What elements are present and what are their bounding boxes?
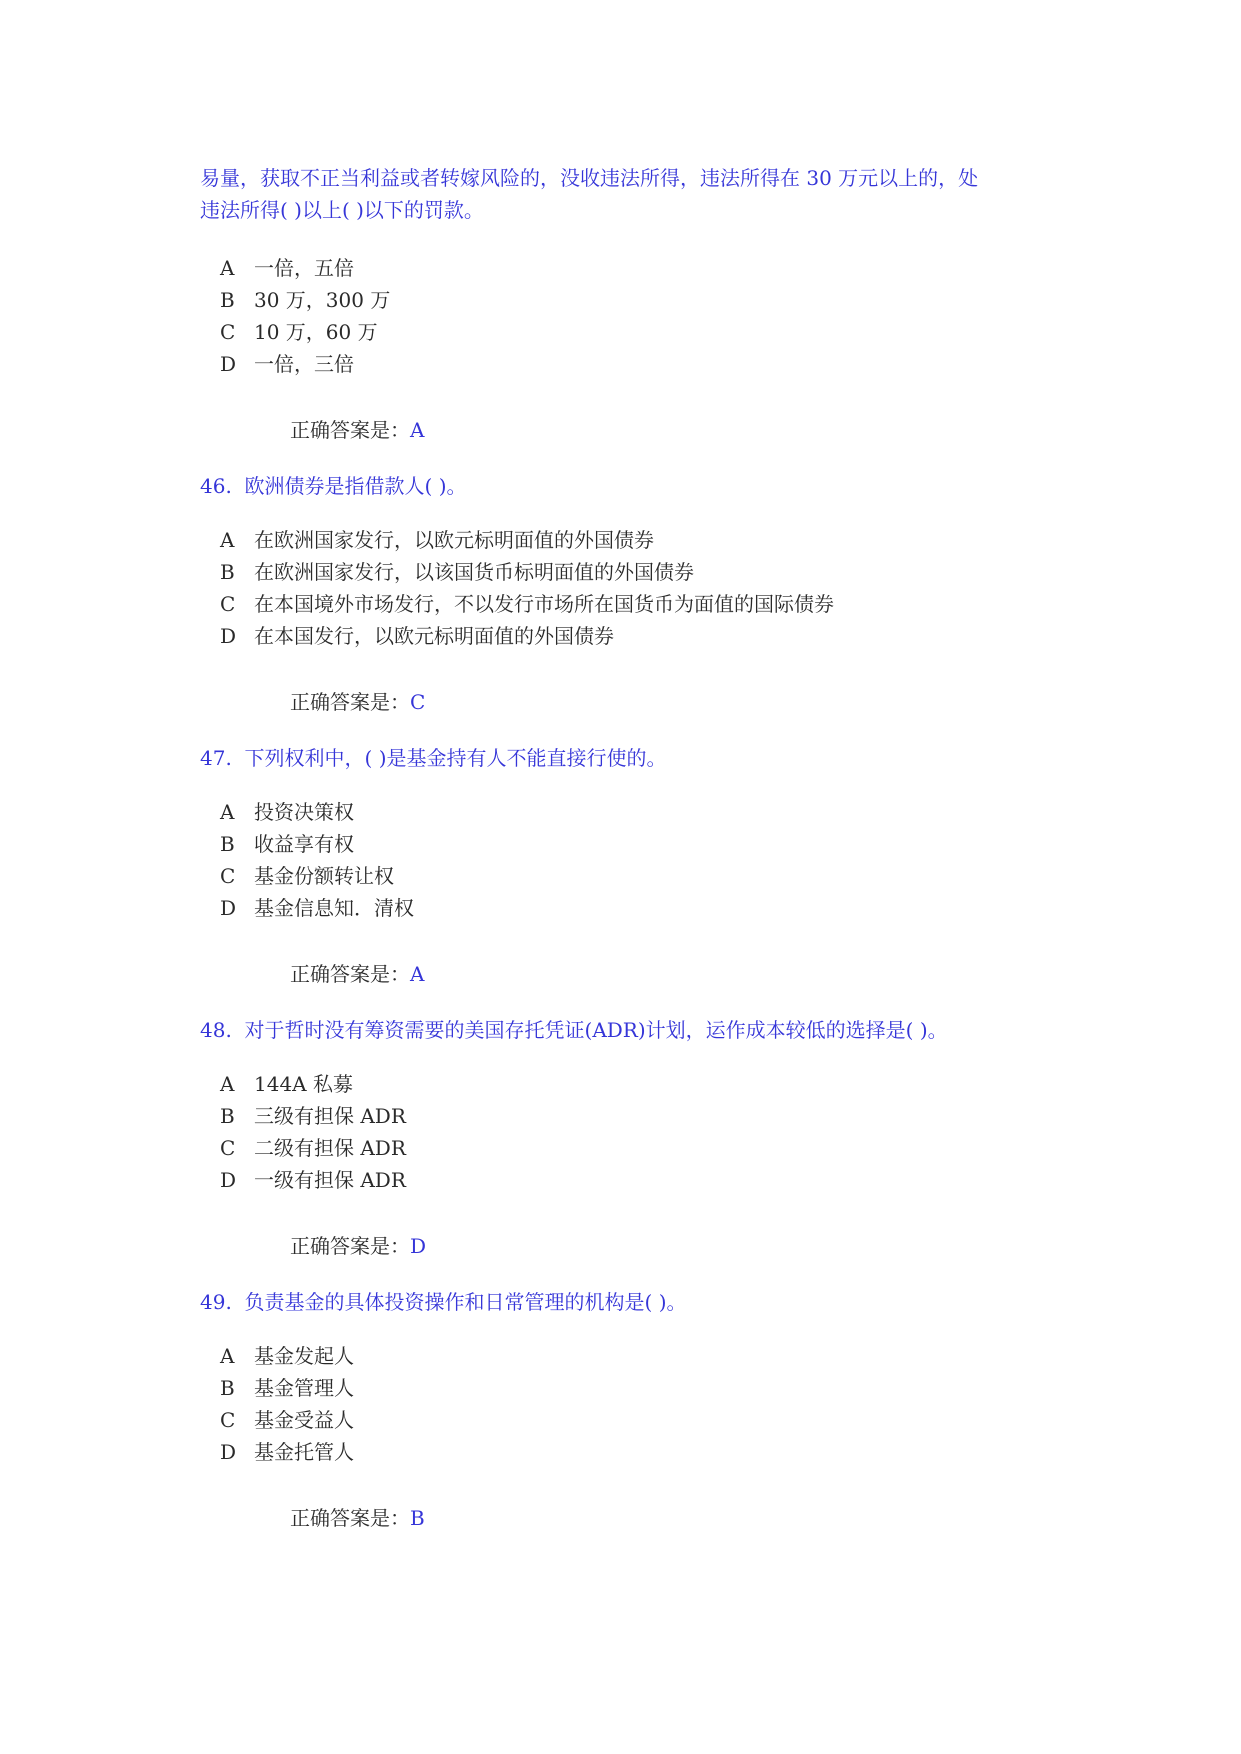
answer-value: B (410, 1506, 425, 1530)
option-letter: D (220, 1440, 237, 1464)
answer-label: 正确答案是： (290, 1506, 410, 1530)
question-48-option-b (220, 1100, 406, 1129)
question-47-option-a (220, 796, 354, 825)
question-47-stem (200, 742, 1100, 771)
option-text: 在欧洲国家发行，以欧元标明面值的外国债券 (254, 528, 654, 552)
option-letter: C (220, 320, 236, 344)
option-letter: D (220, 624, 237, 648)
question-48-option-d (220, 1164, 406, 1193)
question-49-option-b (220, 1372, 354, 1401)
option-letter: A (220, 1344, 235, 1368)
question-46-option-d (220, 620, 614, 649)
question-46-stem (200, 470, 1100, 499)
option-letter: D (220, 1168, 237, 1192)
option-letter: C (220, 1136, 236, 1160)
option-text: 一倍，五倍 (254, 256, 354, 280)
answer-label: 正确答案是： (290, 690, 410, 714)
option-letter: B (220, 832, 235, 856)
option-text: 一级有担保 ADR (254, 1168, 406, 1192)
question-49-answer (290, 1502, 425, 1531)
option-letter: B (220, 1376, 235, 1400)
option-text: 30 万，300 万 (254, 288, 391, 312)
question-45-stem-line-2: 违法所得( )以上( )以下的罚款。 (200, 198, 484, 222)
question-number: 48. (200, 1018, 232, 1042)
option-text: 在本国发行，以欧元标明面值的外国债券 (254, 624, 614, 648)
question-49-option-a (220, 1340, 354, 1369)
question-46-answer (290, 686, 425, 715)
option-text: 基金份额转让权 (254, 864, 394, 888)
question-47-option-b (220, 828, 354, 857)
option-text: 二级有担保 ADR (254, 1136, 406, 1160)
option-text: 基金发起人 (254, 1344, 354, 1368)
option-letter: C (220, 1408, 236, 1432)
question-47-option-d (220, 892, 414, 921)
question-text: 对于哲时没有筹资需要的美国存托凭证(ADR)计划，运作成本较低的选择是( )。 (244, 1018, 948, 1042)
question-45-option-b (220, 284, 390, 313)
question-48-option-c (220, 1132, 406, 1161)
option-letter: C (220, 864, 236, 888)
option-text: 10 万，60 万 (254, 320, 378, 344)
question-text: 下列权利中，( )是基金持有人不能直接行使的。 (244, 746, 667, 770)
question-45-stem-line-1: 易量，获取不正当利益或者转嫁风险的，没收违法所得，违法所得在 30 万元以上的，处 (200, 166, 979, 190)
question-45-answer (290, 414, 424, 443)
question-47-answer (290, 958, 424, 987)
option-letter: A (220, 256, 235, 280)
question-48-option-a (220, 1068, 353, 1097)
option-text: 基金托管人 (254, 1440, 354, 1464)
question-number: 49. (200, 1290, 232, 1314)
option-text: 144A 私募 (254, 1072, 353, 1096)
question-45-option-d (220, 348, 354, 377)
option-letter: A (220, 1072, 235, 1096)
option-letter: D (220, 352, 237, 376)
option-letter: B (220, 560, 235, 584)
question-49-stem (200, 1286, 1100, 1315)
question-text: 负责基金的具体投资操作和日常管理的机构是( )。 (244, 1290, 687, 1314)
question-45-stem (200, 162, 1060, 226)
option-text: 投资决策权 (254, 800, 354, 824)
option-letter: A (220, 800, 235, 824)
question-46-option-a (220, 524, 654, 553)
question-48-answer (290, 1230, 426, 1259)
option-text: 一倍，三倍 (254, 352, 354, 376)
option-letter: A (220, 528, 235, 552)
question-46-option-c (220, 588, 834, 617)
question-text: 欧洲债券是指借款人( )。 (244, 474, 467, 498)
question-46-option-b (220, 556, 694, 585)
option-text: 基金信息知．清权 (254, 896, 414, 920)
answer-value: C (410, 690, 426, 714)
question-49-option-c (220, 1404, 354, 1433)
answer-label: 正确答案是： (290, 962, 410, 986)
question-number: 46. (200, 474, 232, 498)
option-text: 收益享有权 (254, 832, 354, 856)
option-letter: B (220, 1104, 235, 1128)
answer-value: A (410, 962, 425, 986)
question-48-stem (200, 1014, 1100, 1043)
option-letter: D (220, 896, 237, 920)
question-45-option-a (220, 252, 354, 281)
answer-value: D (410, 1234, 427, 1258)
question-number: 47. (200, 746, 232, 770)
question-45-option-c (220, 316, 378, 345)
option-text: 基金管理人 (254, 1376, 354, 1400)
option-text: 在本国境外市场发行，不以发行市场所在国货币为面值的国际债券 (254, 592, 834, 616)
question-47-option-c (220, 860, 394, 889)
question-49-option-d (220, 1436, 354, 1465)
answer-label: 正确答案是： (290, 1234, 410, 1258)
answer-value: A (410, 418, 425, 442)
option-letter: C (220, 592, 236, 616)
answer-label: 正确答案是： (290, 418, 410, 442)
option-text: 三级有担保 ADR (254, 1104, 406, 1128)
option-letter: B (220, 288, 235, 312)
option-text: 在欧洲国家发行，以该国货币标明面值的外国债券 (254, 560, 694, 584)
option-text: 基金受益人 (254, 1408, 354, 1432)
